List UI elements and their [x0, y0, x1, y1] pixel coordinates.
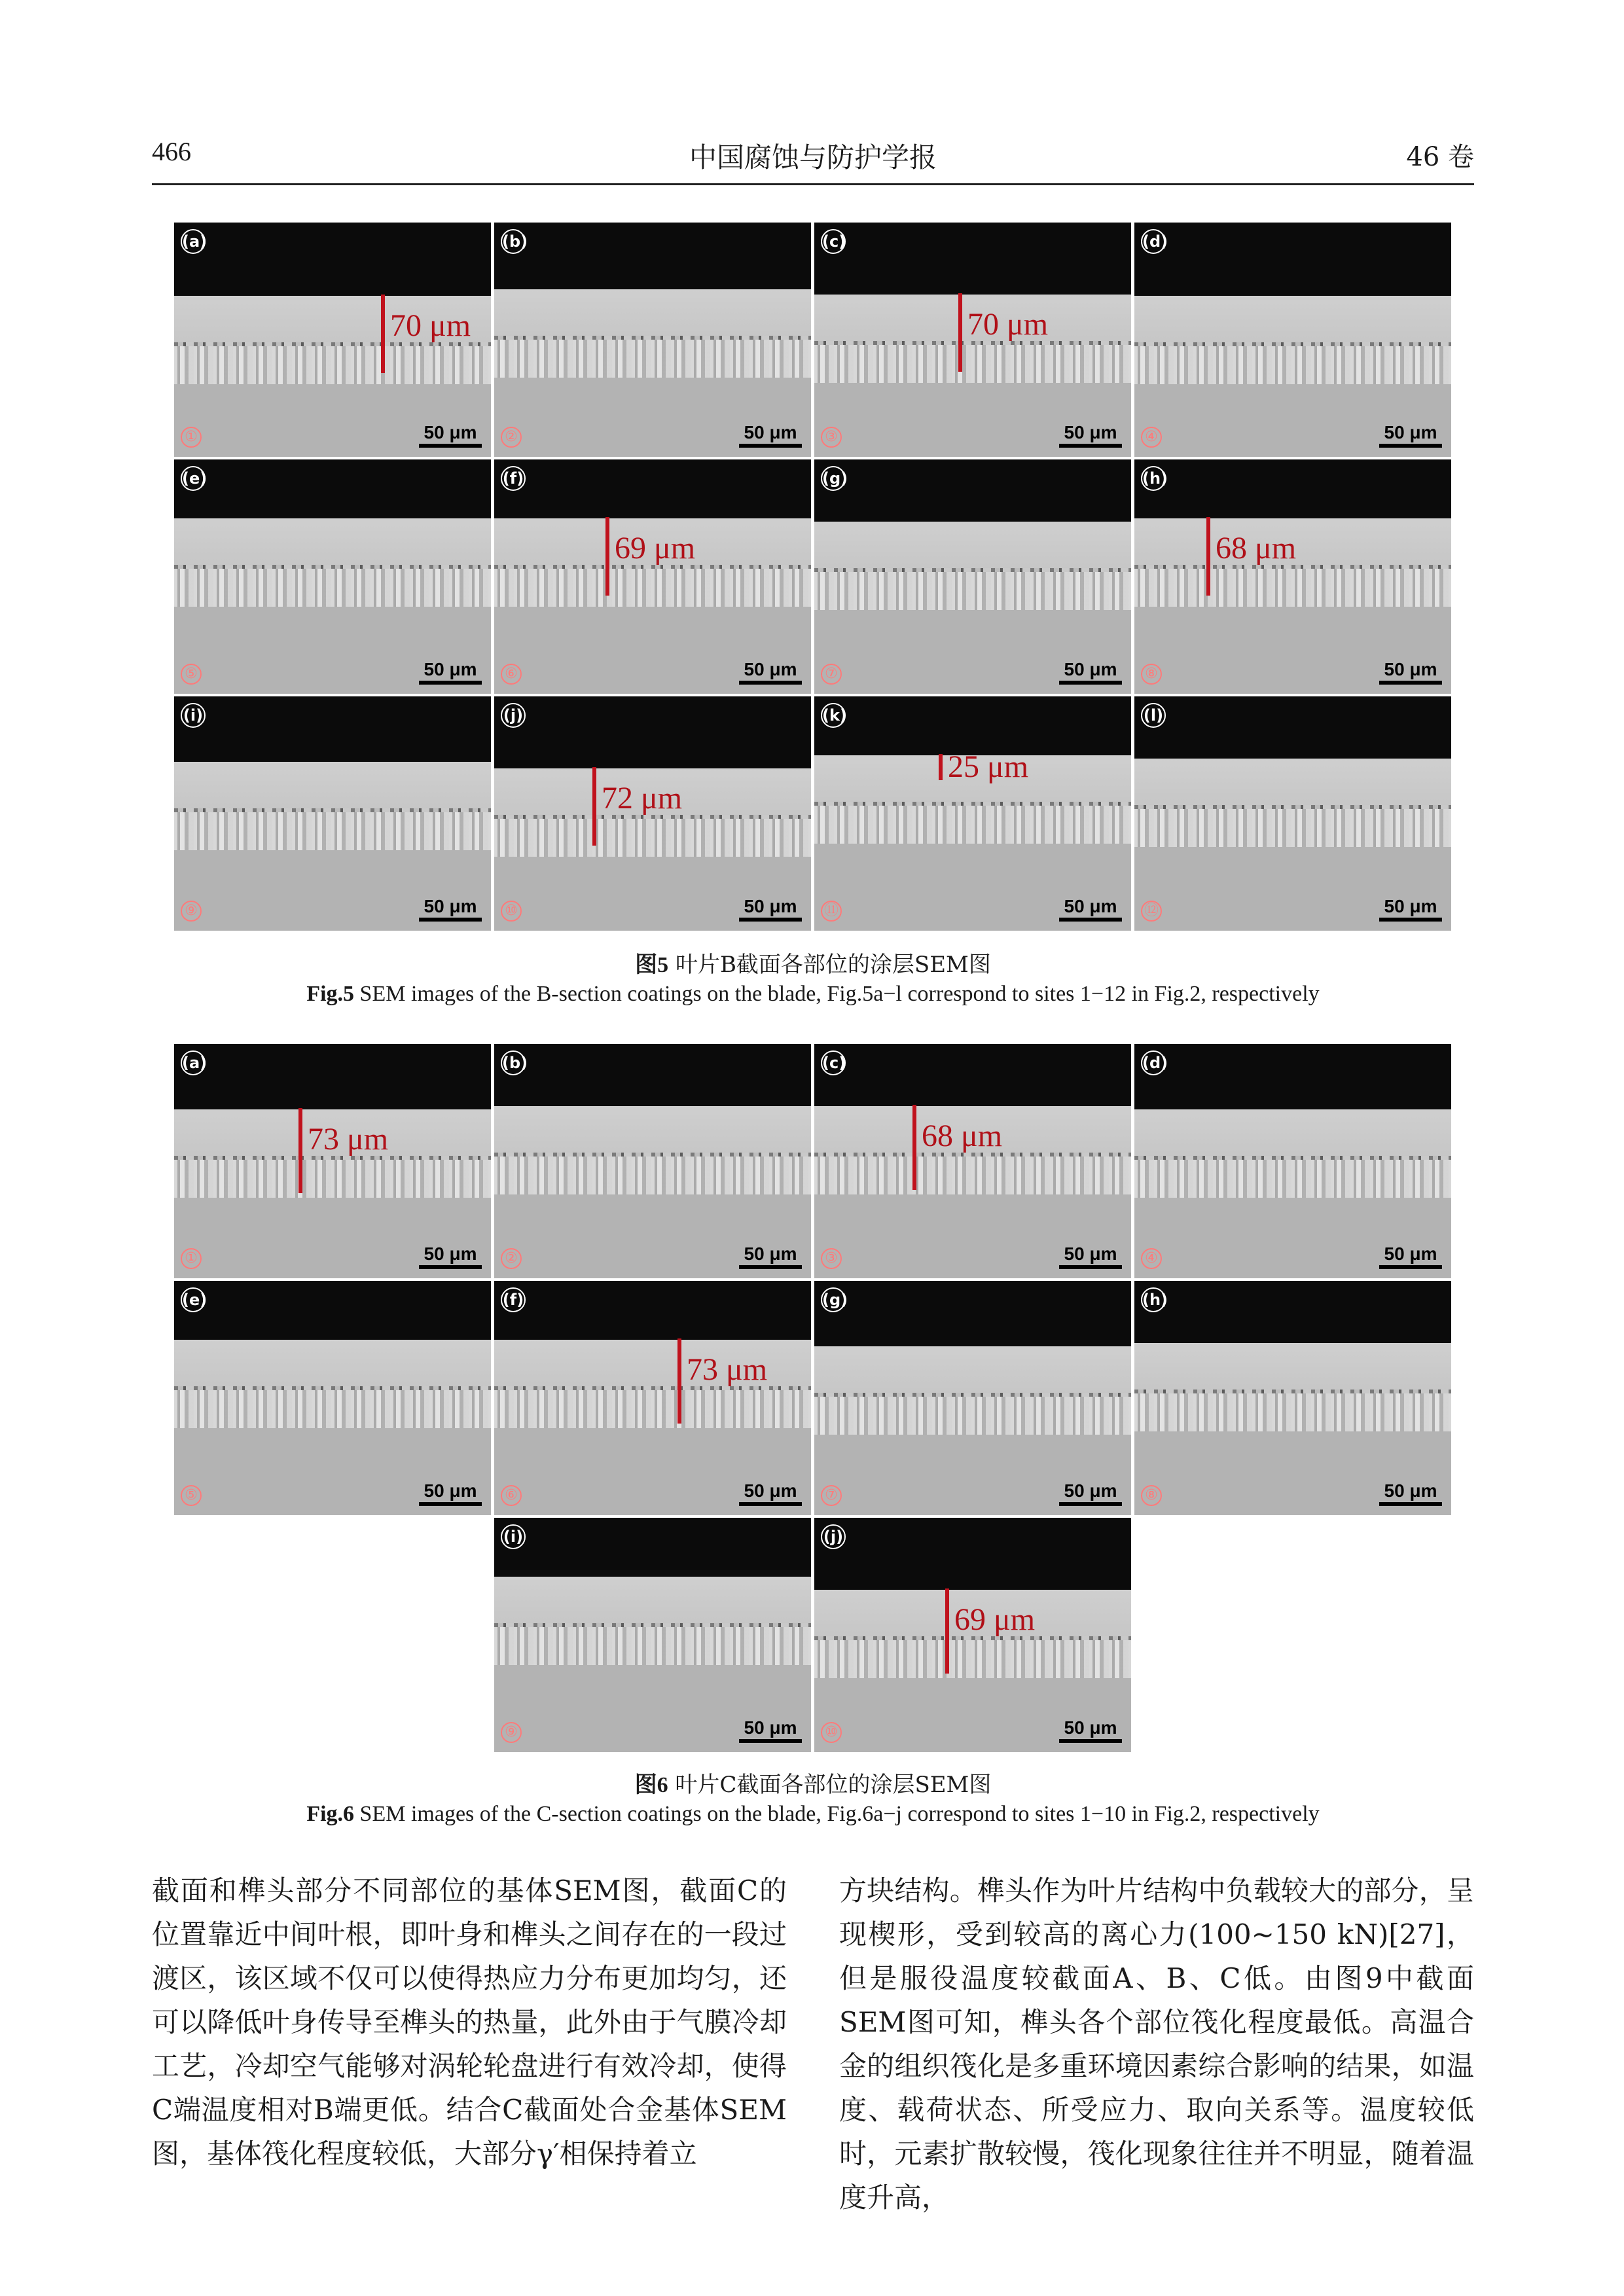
interdiffusion-zone — [494, 1157, 811, 1196]
interdiffusion-zone — [174, 1160, 491, 1199]
panel-letter: (d) — [1141, 1050, 1166, 1075]
interdiffusion-zone — [494, 819, 811, 858]
fig5-panel-k — [814, 696, 1131, 931]
scale-bar-line — [419, 918, 482, 922]
fig5-panel-d — [1134, 223, 1451, 457]
thickness-marker — [939, 754, 943, 780]
site-number: ⑤ — [181, 1485, 202, 1506]
epoxy-region — [814, 696, 1131, 755]
thickness-marker — [677, 1338, 681, 1424]
figure-5-caption-zh: 图5 叶片B截面各部位的涂层SEM图 — [635, 952, 991, 978]
panel-letter: (k) — [821, 703, 846, 728]
fig5-panel-i — [174, 696, 491, 931]
header-rule — [152, 183, 1474, 185]
epoxy-region — [1134, 1281, 1451, 1343]
panel-letter: (g) — [821, 466, 846, 491]
scale-bar — [1059, 1481, 1122, 1506]
figure-5-caption-en: Fig.5 SEM images of the B-section coatings on the blade, Fig.5a−l correspond to sites 1−12 in Fig.2, respectively — [306, 982, 1320, 1006]
thickness-label: 73 μm — [308, 1122, 389, 1157]
fig6-panel-e — [174, 1281, 491, 1515]
interdiffusion-zone — [814, 806, 1131, 845]
scale-bar-line — [419, 1265, 482, 1269]
fig6-panel-j — [814, 1518, 1131, 1752]
thickness-label: 70 μm — [390, 308, 471, 343]
panel-letter: (b) — [501, 229, 526, 254]
panel-letter: (h) — [1141, 466, 1166, 491]
scale-bar-label: 50 μm — [424, 422, 477, 442]
fig6-panel-d — [1134, 1044, 1451, 1278]
site-number: ⑥ — [501, 664, 522, 685]
scale-bar-line — [419, 1502, 482, 1506]
coating-layer — [1134, 759, 1451, 808]
scale-bar — [419, 1481, 482, 1506]
scale-bar — [1379, 897, 1442, 922]
interdiffusion-zone — [494, 340, 811, 379]
fig6-panel-f — [494, 1281, 811, 1515]
epoxy-region — [174, 696, 491, 762]
site-number: ④ — [1141, 427, 1162, 448]
coating-layer — [1134, 1343, 1451, 1392]
panel-letter: (a) — [181, 1050, 206, 1075]
panel-letter: (f) — [501, 466, 526, 491]
thickness-label: 70 μm — [967, 307, 1049, 342]
site-number: ⑩ — [501, 901, 522, 922]
interdiffusion-zone — [174, 812, 491, 852]
epoxy-region — [494, 223, 811, 289]
fig6-panel-c — [814, 1044, 1131, 1278]
scale-bar — [1059, 897, 1122, 922]
scale-bar-label: 50 μm — [1064, 659, 1117, 679]
thickness-label: 73 μm — [687, 1352, 768, 1387]
coating-layer — [174, 1340, 491, 1389]
scale-bar-line — [739, 1502, 802, 1506]
site-number: ⑧ — [1141, 664, 1162, 685]
epoxy-region — [1134, 696, 1451, 759]
fig5-panel-c — [814, 223, 1131, 457]
interdiffusion-zone — [1134, 346, 1451, 386]
scale-bar-line — [739, 1265, 802, 1269]
scale-bar — [419, 660, 482, 685]
scale-bar-label: 50 μm — [424, 896, 477, 916]
scale-bar-line — [419, 444, 482, 448]
panel-letter: (b) — [501, 1050, 526, 1075]
interdiffusion-zone — [814, 1397, 1131, 1436]
site-number: ⑨ — [501, 1722, 522, 1743]
volume-label: 46 卷 — [1406, 142, 1474, 172]
site-number: ④ — [1141, 1248, 1162, 1269]
interdiffusion-zone — [1134, 1393, 1451, 1433]
panel-letter: (j) — [501, 703, 526, 728]
scale-bar-label: 50 μm — [744, 1717, 797, 1738]
scale-bar — [1059, 423, 1122, 448]
fig5-panel-g — [814, 459, 1131, 694]
coating-layer — [494, 1577, 811, 1626]
interdiffusion-zone — [814, 572, 1131, 611]
fig5-panel-f — [494, 459, 811, 694]
panel-letter: (e) — [181, 1287, 206, 1312]
scale-bar — [739, 423, 802, 448]
interdiffusion-zone — [1134, 809, 1451, 848]
thickness-marker — [298, 1108, 302, 1193]
scale-bar-line — [1379, 1265, 1442, 1269]
panel-letter: (i) — [501, 1524, 526, 1549]
site-number: ③ — [821, 1248, 842, 1269]
thickness-marker — [1206, 517, 1210, 596]
scale-bar-label: 50 μm — [1384, 896, 1437, 916]
epoxy-region — [814, 1281, 1131, 1346]
scale-bar — [1059, 660, 1122, 685]
scale-bar — [739, 1244, 802, 1269]
epoxy-region — [494, 1044, 811, 1106]
scale-bar — [1379, 423, 1442, 448]
body-text-left: 截面和榫头部分不同部位的基体SEM图，截面C的位置靠近中间叶根，即叶身和榫头之间存在的一段过渡区，该区域不仅可以使得热应力分布更加均匀，还可以降低叶身传导至榫头的热量，此外由于气膜冷却工艺，冷却空气能够对涡轮轮盘进行有效冷却，使得C端温度相对B端更低。结合C截面处合金基体SEM图，基体筏化程度较低，大部分γ′相保持着立 — [152, 1874, 787, 2170]
scale-bar-line — [739, 1739, 802, 1743]
scale-bar-line — [1059, 1739, 1122, 1743]
fig5-panel-b — [494, 223, 811, 457]
scale-bar-label: 50 μm — [744, 422, 797, 442]
interdiffusion-zone — [494, 1627, 811, 1666]
fig5-panel-j — [494, 696, 811, 931]
scale-bar — [419, 1244, 482, 1269]
scale-bar-line — [1059, 681, 1122, 685]
scale-bar-label: 50 μm — [1384, 422, 1437, 442]
epoxy-region — [1134, 223, 1451, 296]
site-number: ⑫ — [1141, 901, 1162, 922]
thickness-label: 69 μm — [954, 1602, 1036, 1637]
scale-bar-label: 50 μm — [424, 1244, 477, 1264]
journal-title: 中国腐蚀与防护学报 — [689, 141, 937, 173]
scale-bar-label: 50 μm — [744, 1480, 797, 1501]
scale-bar-line — [739, 681, 802, 685]
site-number: ⑦ — [821, 1485, 842, 1506]
site-number: ⑤ — [181, 664, 202, 685]
epoxy-region — [174, 1281, 491, 1340]
fig5-panel-l — [1134, 696, 1451, 931]
panel-letter: (c) — [821, 1050, 846, 1075]
scale-bar-label: 50 μm — [744, 1244, 797, 1264]
scale-bar-line — [739, 444, 802, 448]
interdiffusion-zone — [174, 1390, 491, 1429]
site-number: ① — [181, 427, 202, 448]
thickness-marker — [605, 517, 609, 596]
fig6-panel-g — [814, 1281, 1131, 1515]
scale-bar — [739, 1481, 802, 1506]
epoxy-region — [814, 459, 1131, 522]
epoxy-region — [494, 696, 811, 768]
fig6-panel-i — [494, 1518, 811, 1752]
thickness-marker — [912, 1105, 916, 1190]
epoxy-region — [494, 459, 811, 518]
scale-bar-line — [739, 918, 802, 922]
site-number: ⑨ — [181, 901, 202, 922]
interdiffusion-zone — [1134, 569, 1451, 608]
site-number: ② — [501, 427, 522, 448]
scale-bar — [419, 897, 482, 922]
panel-letter: (d) — [1141, 229, 1166, 254]
fig5-panel-a — [174, 223, 491, 457]
scale-bar — [1379, 1244, 1442, 1269]
fig5-panel-e — [174, 459, 491, 694]
interdiffusion-zone — [174, 569, 491, 608]
thickness-marker — [592, 767, 596, 846]
figure-6-caption — [152, 1770, 1474, 1829]
scale-bar-label: 50 μm — [1384, 1244, 1437, 1264]
scale-bar — [1379, 660, 1442, 685]
scale-bar-line — [1379, 444, 1442, 448]
page-number: 466 — [152, 137, 191, 166]
panel-letter: (e) — [181, 466, 206, 491]
epoxy-region — [494, 1281, 811, 1340]
epoxy-region — [174, 459, 491, 518]
scale-bar — [739, 897, 802, 922]
scale-bar-line — [1059, 918, 1122, 922]
scale-bar-label: 50 μm — [744, 659, 797, 679]
panel-letter: (i) — [181, 703, 206, 728]
coating-layer — [1134, 296, 1451, 345]
scale-bar-label: 50 μm — [1384, 659, 1437, 679]
panel-letter: (g) — [821, 1287, 846, 1312]
thickness-label: 72 μm — [602, 781, 683, 816]
coating-layer — [814, 522, 1131, 571]
epoxy-region — [814, 1518, 1131, 1590]
scale-bar-label: 50 μm — [424, 659, 477, 679]
panel-letter: (c) — [821, 229, 846, 254]
scale-bar-label: 50 μm — [744, 896, 797, 916]
coating-layer — [174, 518, 491, 567]
scale-bar-label: 50 μm — [1064, 1244, 1117, 1264]
figure-6-caption-zh: 图6 叶片C截面各部位的涂层SEM图 — [634, 1772, 992, 1798]
scale-bar-line — [1379, 681, 1442, 685]
interdiffusion-zone — [494, 569, 811, 608]
coating-layer — [174, 762, 491, 811]
figure-5-caption — [152, 950, 1474, 1009]
scale-bar-line — [1379, 918, 1442, 922]
scale-bar — [739, 660, 802, 685]
scale-bar-label: 50 μm — [1384, 1480, 1437, 1501]
fig5-panel-h — [1134, 459, 1451, 694]
interdiffusion-zone — [1134, 1160, 1451, 1199]
site-number: ⑪ — [821, 901, 842, 922]
scale-bar-label: 50 μm — [1064, 422, 1117, 442]
scale-bar-line — [1059, 1502, 1122, 1506]
scale-bar-label: 50 μm — [1064, 1717, 1117, 1738]
scale-bar — [739, 1718, 802, 1743]
thickness-marker — [945, 1588, 949, 1674]
epoxy-region — [1134, 459, 1451, 518]
site-number: ③ — [821, 427, 842, 448]
thickness-label: 69 μm — [615, 531, 696, 565]
site-number: ⑩ — [821, 1722, 842, 1743]
epoxy-region — [494, 1518, 811, 1577]
thickness-label: 68 μm — [1216, 531, 1297, 565]
epoxy-region — [174, 223, 491, 296]
scale-bar — [419, 423, 482, 448]
fig6-panel-a — [174, 1044, 491, 1278]
scale-bar — [1379, 1481, 1442, 1506]
scale-bar-line — [1059, 444, 1122, 448]
page-header — [152, 136, 1474, 175]
body-text-right: 方块结构。榫头作为叶片结构中负载较大的部分，呈现楔形，受到较高的离心力(100~150 kN)[27]，但是服役温度较截面A、B、C低。由图9中截面SEM图可知，榫头各个部位筏化程度最低。高温合金的组织筏化是多重环境因素综合影响的结果，如温度、载荷状态、所受应力、取向关系等。温度较低时，元素扩散较慢，筏化现象往往并不明显，随着温度升高， — [839, 1874, 1474, 2214]
panel-letter: (j) — [821, 1524, 846, 1549]
site-number: ⑧ — [1141, 1485, 1162, 1506]
panel-letter: (a) — [181, 229, 206, 254]
scale-bar-line — [1379, 1502, 1442, 1506]
thickness-label: 68 μm — [922, 1119, 1003, 1153]
fig6-panel-b — [494, 1044, 811, 1278]
coating-layer — [494, 1106, 811, 1155]
fig6-panel-h — [1134, 1281, 1451, 1515]
coating-layer — [1134, 1109, 1451, 1158]
panel-letter: (l) — [1141, 703, 1166, 728]
interdiffusion-zone — [814, 345, 1131, 384]
coating-layer — [494, 289, 811, 338]
scale-bar-line — [419, 681, 482, 685]
interdiffusion-zone — [174, 346, 491, 386]
site-number: ⑥ — [501, 1485, 522, 1506]
interdiffusion-zone — [814, 1157, 1131, 1196]
epoxy-region — [1134, 1044, 1451, 1109]
interdiffusion-zone — [814, 1640, 1131, 1679]
epoxy-region — [814, 223, 1131, 295]
site-number: ① — [181, 1248, 202, 1269]
thickness-label: 25 μm — [948, 749, 1029, 784]
coating-layer — [814, 1346, 1131, 1395]
site-number: ⑦ — [821, 664, 842, 685]
scale-bar — [1059, 1244, 1122, 1269]
thickness-marker — [958, 293, 962, 372]
panel-letter: (h) — [1141, 1287, 1166, 1312]
epoxy-region — [814, 1044, 1131, 1106]
scale-bar-label: 50 μm — [1064, 896, 1117, 916]
interdiffusion-zone — [494, 1390, 811, 1429]
scale-bar-label: 50 μm — [424, 1480, 477, 1501]
scale-bar-line — [1059, 1265, 1122, 1269]
site-number: ② — [501, 1248, 522, 1269]
epoxy-region — [174, 1044, 491, 1109]
scale-bar-label: 50 μm — [1064, 1480, 1117, 1501]
figure-6-caption-en: Fig.6 SEM images of the C-section coatings on the blade, Fig.6a−j correspond to sites 1−10 in Fig.2, respectively — [306, 1802, 1320, 1826]
thickness-marker — [381, 295, 385, 373]
panel-letter: (f) — [501, 1287, 526, 1312]
scale-bar — [1059, 1718, 1122, 1743]
